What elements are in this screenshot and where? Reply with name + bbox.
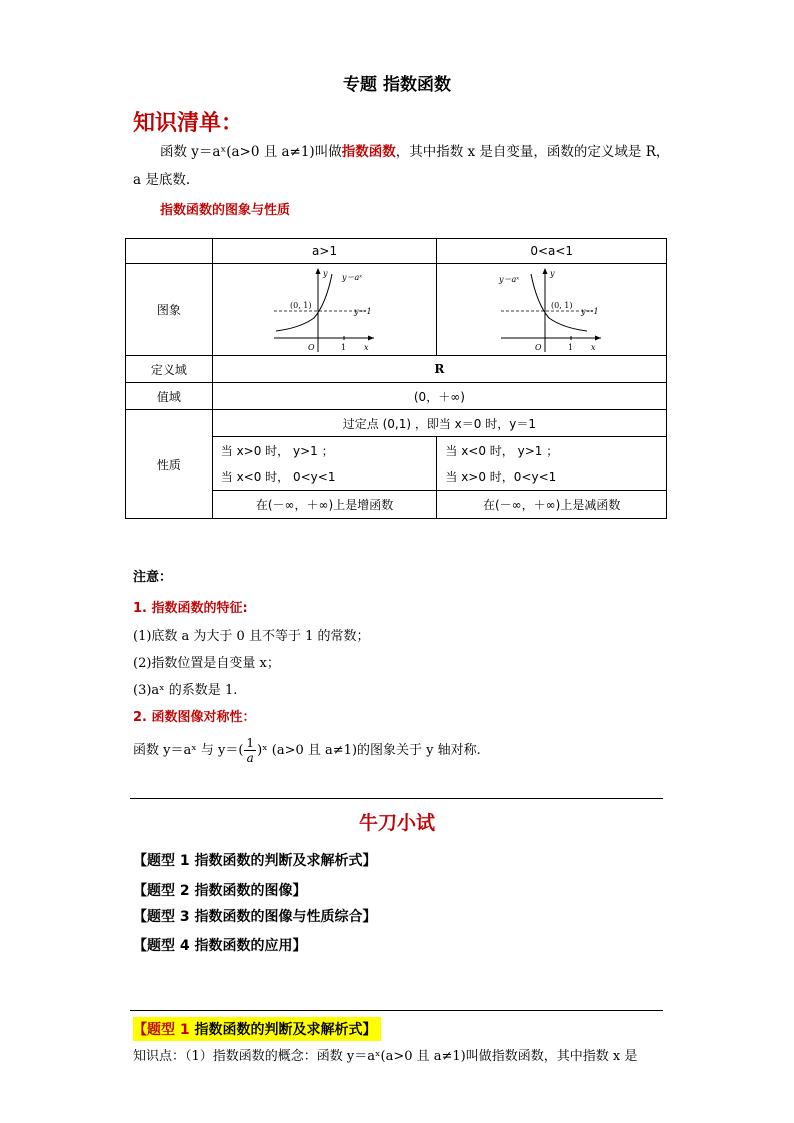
- graph1-point-label: (0, 1): [289, 300, 312, 310]
- notes-label: 注意：: [133, 570, 173, 585]
- note1-a: (1)底数 a 为大于 0 且不等于 1 的常数；: [133, 629, 370, 644]
- highlight-rest: 指数函数的判断及求解析式】: [189, 1022, 377, 1038]
- highlighted-topic: [133, 1017, 381, 1041]
- topic-1: 【题型 1 指数函数的判断及求解析式】: [133, 853, 377, 869]
- prop-right-1: 当 x<0 时， y>1 ；: [437, 437, 667, 464]
- row-label-graph: 图象: [126, 264, 213, 356]
- graph1-curve-label: y＝aˣ: [341, 272, 362, 282]
- graph1-line-label: y＝1: [353, 306, 372, 316]
- graph2-origin: O: [534, 342, 542, 352]
- graph2-one: 1: [567, 342, 573, 352]
- mono-decreasing: 在(－∞，＋∞)上是减函数: [437, 491, 667, 519]
- graph1-y: y: [322, 268, 328, 278]
- row-label-range: 值域: [126, 383, 213, 410]
- mono-increasing: 在(－∞，＋∞)上是增函数: [212, 491, 437, 519]
- fraction-den: a: [246, 751, 254, 765]
- graph1-origin: O: [307, 342, 315, 352]
- graph2-line-label: y＝1: [580, 306, 599, 316]
- row-label-properties: 性质: [126, 410, 213, 519]
- note2-pre: 函数 y＝aˣ 与 y＝(: [133, 743, 244, 758]
- note1-c: (3)aˣ 的系数是 1.: [133, 683, 238, 698]
- prop-right-2: 当 x>0 时，0<y<1: [437, 464, 667, 491]
- range-value: (0，＋∞): [212, 383, 666, 410]
- graph2-curve-label: y＝aˣ: [498, 274, 519, 284]
- graph1-one: 1: [340, 342, 346, 352]
- prop-left-1: 当 x>0 时， y>1 ；: [212, 437, 437, 464]
- intro-red-term: 指数函数: [341, 144, 396, 160]
- fraction-num: 1: [246, 736, 255, 750]
- knowledge-heading: 知识清单：: [133, 111, 244, 136]
- note2-title: 2. 函数图像对称性：: [133, 710, 256, 725]
- graph-heading: 指数函数的图象与性质: [160, 203, 291, 218]
- fixed-point: 过定点 (0,1) ，即当 x＝0 时，y＝1: [212, 410, 666, 437]
- row-label-domain: 定义域: [126, 356, 213, 383]
- graph2-y: y: [549, 268, 555, 278]
- graph-increasing: [212, 264, 437, 356]
- note2-post: )ˣ (a>0 且 a≠1)的图象关于 y 轴对称.: [257, 743, 481, 758]
- header-a-gt-1: a>1: [212, 239, 437, 264]
- header-a-lt-1: 0<a<1: [437, 239, 667, 264]
- properties-table: [125, 238, 667, 519]
- note1-b: (2)指数位置是自变量 x；: [133, 656, 280, 671]
- graph-increasing-svg: [270, 266, 380, 354]
- graph2-x: x: [590, 342, 596, 352]
- graph2-point-label: (0, 1): [550, 300, 573, 310]
- graph1-x: x: [363, 342, 369, 352]
- intro-line-2: a 是底数.: [133, 172, 191, 188]
- intro-text-1-rest: ，其中指数 x 是自变量，函数的定义域是 R，: [395, 144, 670, 160]
- domain-value: R: [212, 356, 666, 383]
- prop-left-2: 当 x<0 时， 0<y<1: [212, 464, 437, 491]
- topic-2: 【题型 2 指数函数的图像】: [133, 883, 307, 899]
- topic-3: 【题型 3 指数函数的图像与性质综合】: [133, 909, 377, 925]
- highlight-open: 【题型 1: [133, 1022, 190, 1038]
- note1-title: 1. 指数函数的特征:: [133, 601, 248, 616]
- intro-line-1: [160, 138, 680, 166]
- topic-4: 【题型 4 指数函数的应用】: [133, 938, 307, 954]
- fraction: [244, 736, 256, 765]
- graph-decreasing: [437, 264, 667, 356]
- graph-decreasing-svg: [497, 266, 607, 354]
- divider-1: [130, 798, 663, 799]
- table-corner: [126, 239, 213, 264]
- divider-2: [130, 1010, 663, 1011]
- page-title: 专题 指数函数: [343, 75, 451, 95]
- knowledge-point-line: 知识点：（1）指数函数的概念：函数 y＝aˣ(a>0 且 a≠1)叫做指数函数，其中指数 x 是: [133, 1049, 638, 1064]
- section-title: 牛刀小试: [358, 812, 435, 834]
- intro-text-1: 函数 y＝aˣ(a>0 且 a≠1)叫做: [160, 144, 342, 160]
- note2-line: [133, 736, 481, 765]
